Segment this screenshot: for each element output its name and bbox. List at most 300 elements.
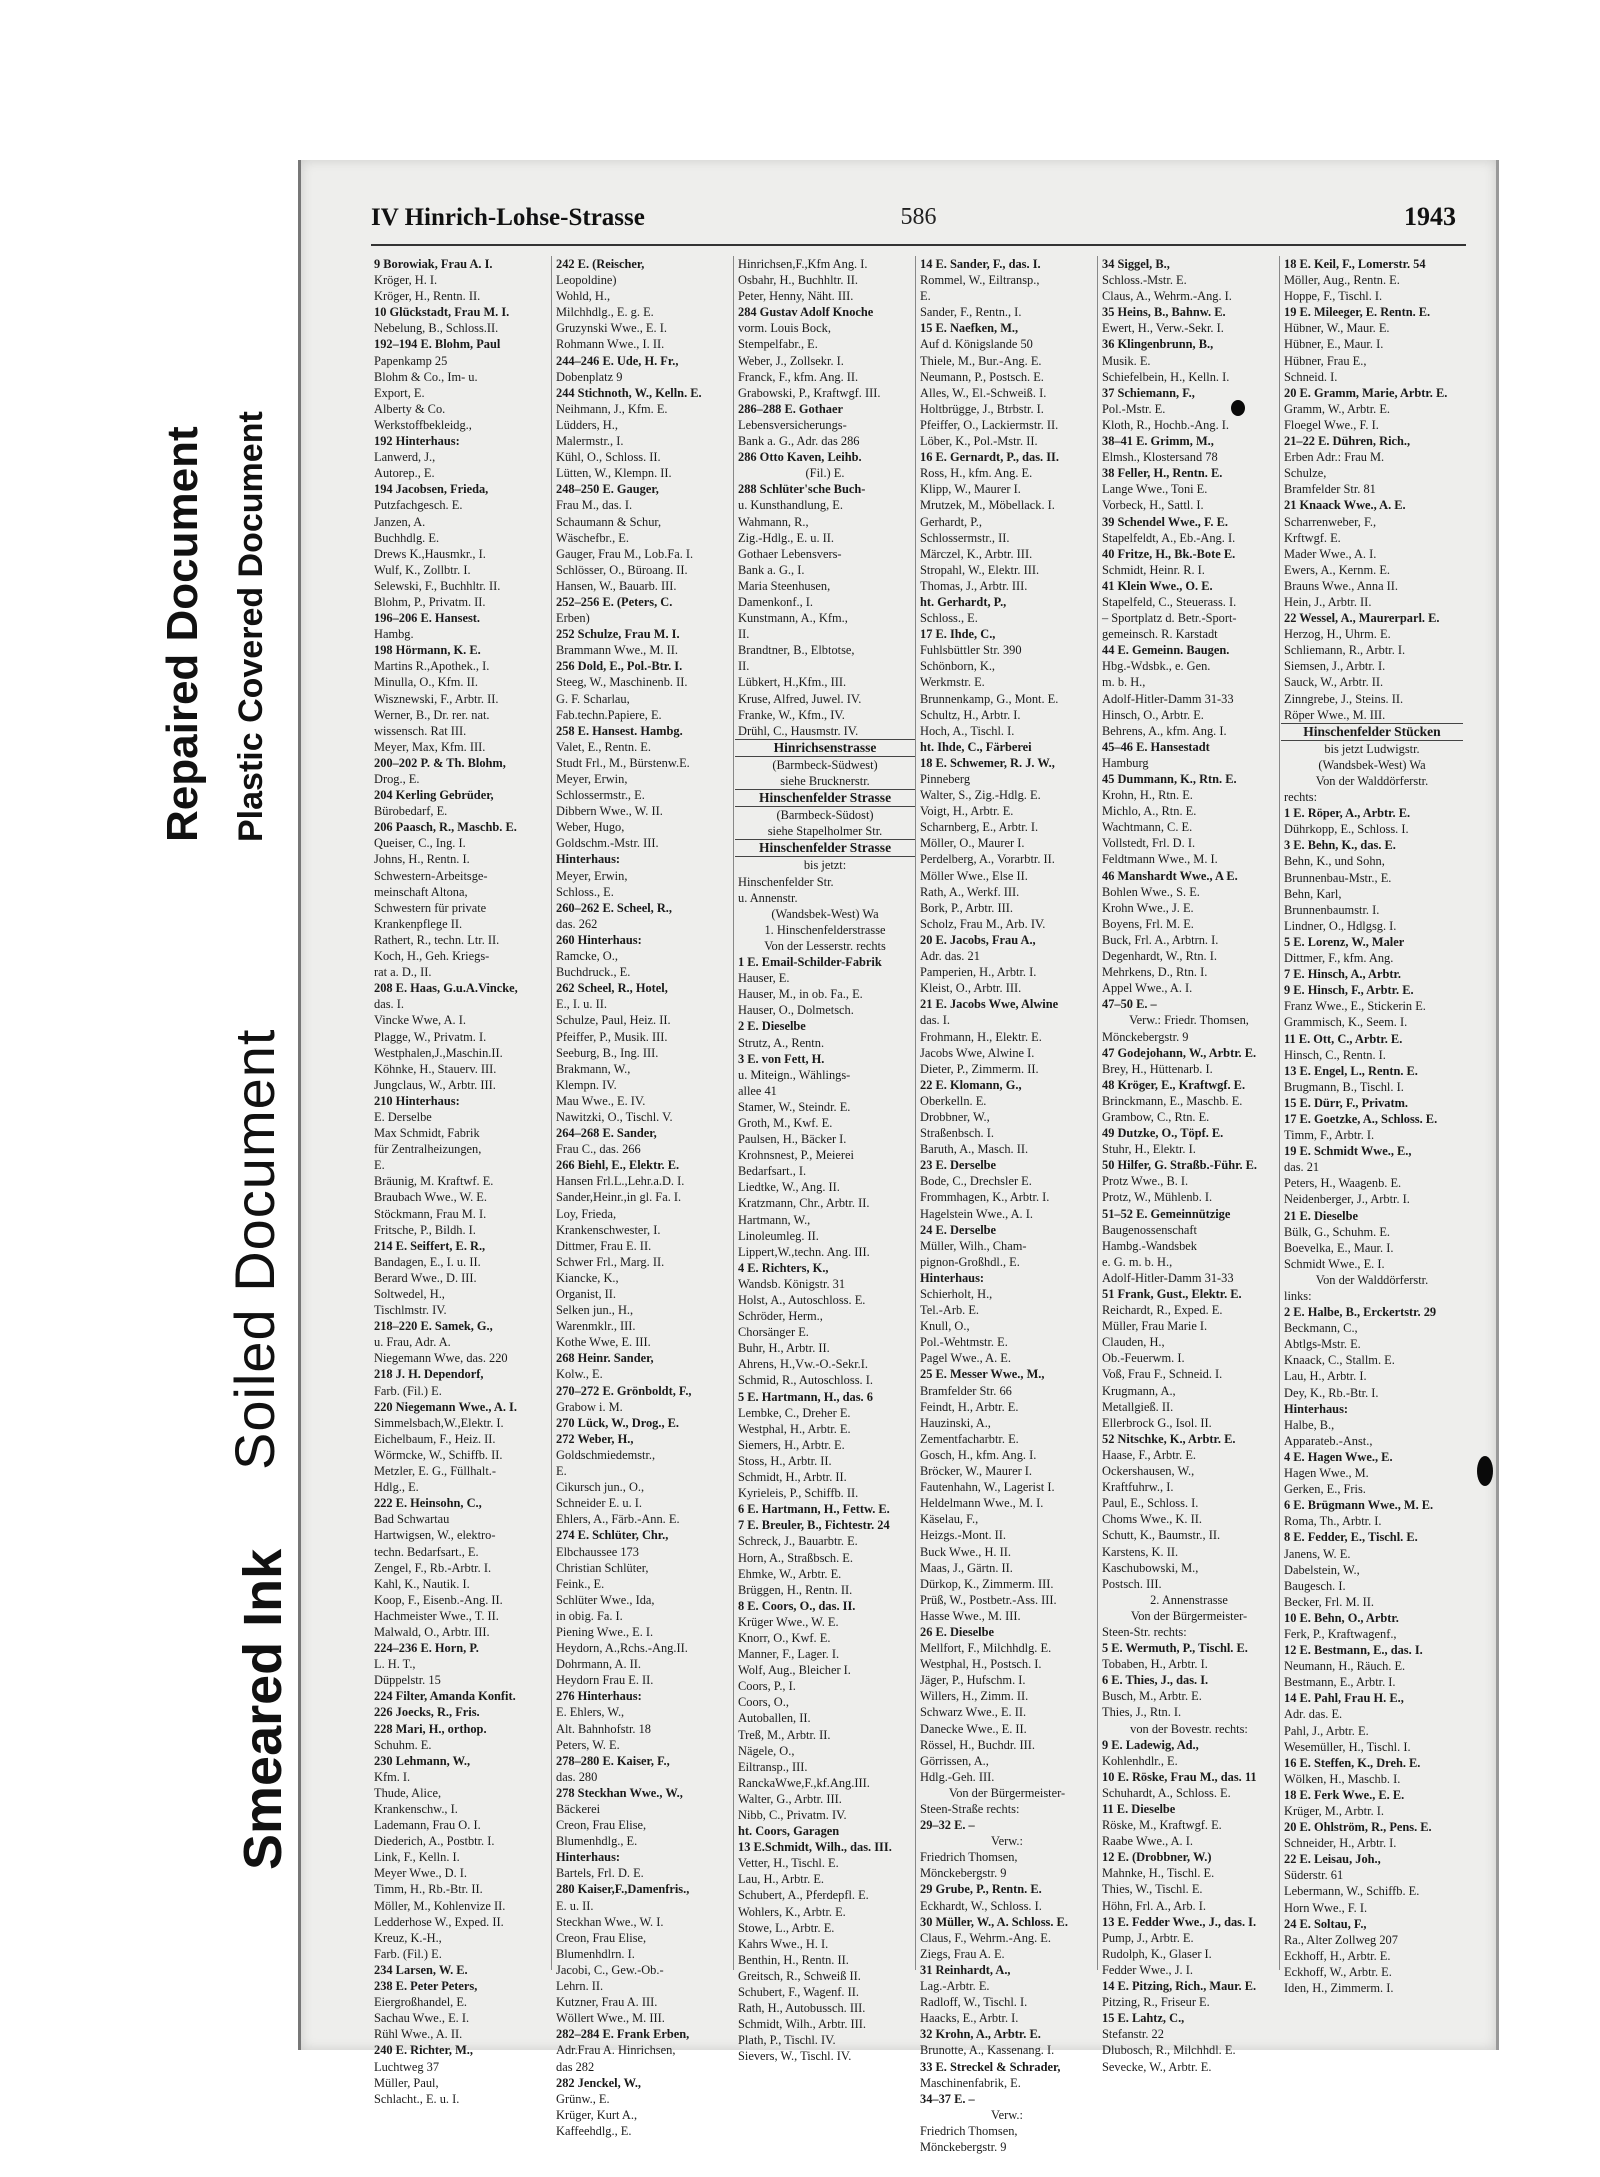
directory-entry-line: 41 Klein Wwe., O. E. bbox=[1102, 578, 1213, 593]
directory-entry-line: Export, E. bbox=[374, 385, 425, 400]
directory-entry-line: Musik. E. bbox=[1102, 353, 1151, 368]
directory-entry-line: Malermstr., I. bbox=[556, 434, 624, 449]
directory-entry-line: 47 Godejohann, W., Arbtr. E. bbox=[1102, 1045, 1257, 1060]
directory-entry-line: Frohmann, H., Elektr. E. bbox=[920, 1029, 1042, 1044]
directory-entry-line: II. bbox=[738, 659, 750, 674]
directory-entry-line: Holst, A., Autoschloss. E. bbox=[738, 1293, 866, 1307]
directory-entry-line: Creon, Frau Elise, bbox=[556, 1930, 647, 1945]
directory-entry-line: Meyer, Erwin, bbox=[556, 772, 628, 786]
directory-entry-line: Kruse, Alfred, Juwel. IV. bbox=[738, 691, 862, 706]
directory-entry-line: Koch, H., Geh. Kriegs- bbox=[374, 949, 490, 964]
directory-entry-line: von der Bovestr. rechts: bbox=[1130, 1721, 1248, 1736]
directory-entry-line: Schloss., E. bbox=[920, 611, 978, 626]
directory-entry-line: Behn, Karl, bbox=[1284, 886, 1342, 901]
directory-entry-line: 278–280 E. Kaiser, F., bbox=[556, 1753, 670, 1768]
directory-entry-line: Löber, K., Pol.-Mstr. II. bbox=[920, 434, 1038, 449]
directory-entry-line: Jacobs Wwe, Alwine I. bbox=[920, 1045, 1035, 1060]
directory-entry-line: Busch, M., Arbtr. E. bbox=[1102, 1689, 1202, 1704]
directory-entry-line: Schröder, Herm., bbox=[738, 1309, 823, 1324]
directory-entry-line: 200–202 P. & Th. Blohm, bbox=[374, 755, 506, 770]
directory-entry-line: Brauns Wwe., Anna II. bbox=[1284, 578, 1399, 593]
directory-entry-line: 37 Schiemann, F., bbox=[1102, 385, 1195, 400]
directory-entry-line: Heydorn Frau E. II. bbox=[556, 1673, 654, 1688]
directory-entry-line: Wohld, H., bbox=[556, 289, 611, 304]
directory-entry-line: Ellerbrock G., Isol. II. bbox=[1102, 1415, 1212, 1430]
directory-entry-line: Hansen Frl.L.,Lehr.a.D. I. bbox=[556, 1174, 685, 1189]
directory-entry-line: Protz Wwe., B. I. bbox=[1102, 1174, 1189, 1189]
directory-entry-line: Bank a. G., I. bbox=[738, 562, 805, 577]
directory-entry-line: Schulze, Paul, Heiz. II. bbox=[556, 1013, 671, 1028]
directory-entry-line: Buchhdlg. E. bbox=[374, 530, 440, 545]
directory-entry-line: Bartels, Frl. D. E. bbox=[556, 1866, 644, 1881]
directory-entry-line: 270–272 E. Grönboldt, F., bbox=[556, 1383, 692, 1398]
directory-entry-line: Auf d. Königslande 50 bbox=[920, 337, 1033, 352]
directory-entry-line: 11 E. Dieselbe bbox=[1102, 1802, 1176, 1816]
directory-entry-line: Warenmklr., III. bbox=[556, 1319, 636, 1334]
directory-entry-line: Hauser, M., in ob. Fa., E. bbox=[738, 987, 863, 1002]
directory-entry-line: Brammann Wwe., M. II. bbox=[556, 643, 678, 658]
directory-entry-line: ht. Coors, Garagen bbox=[738, 1824, 840, 1839]
directory-entry-line: Ra., Alter Zollweg 207 bbox=[1284, 1932, 1398, 1947]
directory-entry-line: Pol.-Mstr. E. bbox=[1102, 401, 1166, 416]
directory-entry-line: Max Schmidt, Fabrik bbox=[374, 1126, 480, 1141]
directory-entry-line: Wachtmann, C. E. bbox=[1102, 820, 1193, 835]
directory-entry-line: Neumann, H., Räuch. E. bbox=[1284, 1659, 1406, 1674]
directory-entry-line: 282–284 E. Frank Erben, bbox=[556, 2027, 690, 2042]
directory-entry-line: Hamburg bbox=[1102, 755, 1149, 770]
directory-entry-line: Schliemann, R., Arbtr. I. bbox=[1284, 643, 1406, 658]
directory-entry-line: Mönckebergstr. 9 bbox=[1102, 1029, 1189, 1044]
directory-entry-line: Maas, J., Gärtn. II. bbox=[920, 1560, 1013, 1575]
directory-entry-line: 260–262 E. Scheel, R., bbox=[556, 900, 672, 915]
directory-entry-line: Hbg.-Wdsbk., e. Gen. bbox=[1102, 659, 1211, 674]
directory-entry-line: Brandtner, B., Elbtotse, bbox=[738, 643, 855, 658]
directory-entry-line: Stöckmann, Frau M. I. bbox=[374, 1206, 487, 1221]
directory-entry-line: Frau M., das. I. bbox=[556, 498, 633, 513]
directory-entry-line: Radloff, W., Tischl. I. bbox=[920, 1995, 1028, 2010]
directory-entry-line: Dittmer, F., kfm. Ang. bbox=[1284, 951, 1394, 966]
directory-entry-line: Ockershausen, W., bbox=[1102, 1464, 1195, 1479]
directory-entry-line: Lebermann, W., Schiffb. E. bbox=[1284, 1884, 1420, 1899]
directory-entry-line: Kahl, K., Nautik. I. bbox=[374, 1576, 470, 1591]
directory-entry-line: Boyens, Frl. M. E. bbox=[1102, 916, 1194, 931]
directory-entry-line: 204 Kerling Gebrüder, bbox=[374, 788, 494, 803]
directory-entry-line: Käselau, F., bbox=[920, 1512, 979, 1527]
directory-entry-line: Elbchaussee 173 bbox=[556, 1544, 639, 1559]
directory-entry-line: Appel Wwe., A. I. bbox=[1102, 981, 1193, 996]
directory-entry-line: Mönckebergstr. 9 bbox=[920, 2139, 1007, 2154]
directory-entry-line: 14 E. Pahl, Frau H. E., bbox=[1284, 1691, 1404, 1706]
directory-entry-line: Von der Bürgermeister- bbox=[1130, 1608, 1248, 1623]
directory-entry-line: 19 E. Mileeger, E. Rentn. E. bbox=[1284, 305, 1431, 320]
directory-entry-line: (Wandsbek-West) Wa bbox=[771, 906, 879, 921]
directory-entry-line: Dey, K., Rb.-Btr. I. bbox=[1284, 1385, 1379, 1400]
directory-entry-line: Krftwgf. E. bbox=[1284, 530, 1341, 545]
directory-entry-line: Goldschmiedemstr., bbox=[556, 1447, 656, 1462]
directory-entry-line: E. Derselbe bbox=[374, 1109, 432, 1124]
directory-entry-line: Halbe, B., bbox=[1284, 1417, 1335, 1432]
directory-entry-line: Kutzner, Frau A. III. bbox=[556, 1995, 658, 2010]
directory-entry-line: Hoch, A., Tischl. I. bbox=[920, 723, 1015, 738]
directory-entry-line: 206 Paasch, R., Maschb. E. bbox=[374, 820, 517, 835]
directory-entry-line: Lademann, Frau O. I. bbox=[374, 1818, 481, 1833]
directory-entry-line: Dabelstein, W., bbox=[1284, 1562, 1360, 1577]
directory-entry-line: Voß, Frau F., Schneid. I. bbox=[1102, 1367, 1223, 1382]
directory-entry-line: Bork, P., Arbtr. III. bbox=[920, 900, 1013, 915]
directory-entry-line: Cikursch jun., O., bbox=[556, 1480, 645, 1495]
directory-entry-line: Feink., E. bbox=[556, 1576, 605, 1591]
directory-entry-line: L. H. T., bbox=[374, 1657, 416, 1672]
directory-entry-line: Kloth, R., Hochb.-Ang. I. bbox=[1102, 417, 1229, 432]
directory-entry-line: Timm, H., Rb.-Btr. II. bbox=[374, 1882, 483, 1897]
directory-entry-line: 9 E. Ladewig, Ad., bbox=[1102, 1737, 1199, 1752]
directory-entry-line: Alt. Bahnhofstr. 18 bbox=[556, 1721, 651, 1736]
directory-entry-line: Westphalen,J.,Maschin.II. bbox=[374, 1045, 503, 1060]
directory-entry-line: Stapelfeldt, A., Eb.-Ang. I. bbox=[1102, 530, 1236, 545]
directory-entry-line: Selewski, F., Buchhltr. II. bbox=[374, 578, 501, 593]
directory-entry-line: 2 E. Dieselbe bbox=[738, 1019, 806, 1034]
directory-entry-line: Bode, C., Drechsler E. bbox=[920, 1174, 1032, 1189]
directory-entry-line: Peters, H., Waagenb. E. bbox=[1284, 1176, 1402, 1191]
directory-entry-line: Hachmeister Wwe., T. II. bbox=[374, 1608, 499, 1623]
directory-entry-line: u. Kunsthandlung, E. bbox=[738, 498, 843, 513]
directory-entry-line: Vetter, H., Tischl. E. bbox=[738, 1856, 839, 1871]
directory-entry-line: E. bbox=[920, 289, 931, 304]
directory-entry-line: Kröger, H., Rentn. II. bbox=[374, 289, 481, 304]
directory-entry-line: Lag.-Arbtr. E. bbox=[920, 1979, 990, 1994]
directory-entry-line: Ewert, H., Verw.-Sekr. I. bbox=[1102, 321, 1224, 336]
directory-entry-line: 222 E. Heinsohn, C., bbox=[374, 1496, 482, 1511]
directory-entry-line: Nawitzki, O., Tischl. V. bbox=[556, 1109, 673, 1124]
directory-entry-line: 16 E. Steffen, K., Dreh. E. bbox=[1284, 1755, 1421, 1770]
directory-entry-line: Michlo, A., Rtn. E. bbox=[1102, 804, 1197, 819]
directory-entry-line: Möller, Aug., Rentn. E. bbox=[1284, 273, 1400, 288]
directory-entry-line: Frau C., das. 266 bbox=[556, 1142, 641, 1157]
directory-entry-line: 14 E. Pitzing, Rich., Maur. E. bbox=[1102, 1979, 1257, 1994]
directory-entry-line: Schreck, J., Bauarbtr. E. bbox=[738, 1534, 858, 1549]
directory-entry-line: Knorr, O., Kwf. E. bbox=[738, 1630, 831, 1645]
directory-entry-line: Coors, O., bbox=[738, 1695, 789, 1710]
directory-entry-line: Krohn, H., Rtn. E. bbox=[1102, 788, 1193, 803]
directory-entry-line: Neumann, P., Postsch. E. bbox=[920, 369, 1044, 384]
directory-entry-line: Pump, J., Arbtr. E. bbox=[1102, 1930, 1194, 1945]
directory-entry-line: 47–50 E. – bbox=[1102, 997, 1157, 1012]
directory-entry-line: Wulf, K., Zollbtr. I. bbox=[374, 562, 471, 577]
directory-entry-line: Dibbern Wwe., W. II. bbox=[556, 804, 663, 819]
directory-entry-line: Schönborn, K., bbox=[920, 659, 996, 674]
directory-entry-line: Hinterhaus: bbox=[556, 852, 621, 867]
directory-entry-line: Hinsch, O., Arbtr. E. bbox=[1102, 707, 1204, 722]
directory-entry-line: Schmidt Wwe., E. I. bbox=[1284, 1256, 1385, 1271]
directory-entry-line: Ewers, A., Kernm. E. bbox=[1284, 562, 1390, 577]
directory-entry-line: Schneider, H., Arbtr. I. bbox=[1284, 1836, 1397, 1851]
directory-entry-line: 5 E. Lorenz, W., Maler bbox=[1284, 934, 1405, 949]
directory-entry-line: Fritsche, P., Bildh. I. bbox=[374, 1222, 476, 1237]
directory-entry-line: Mehrkens, D., Rtn. I. bbox=[1102, 965, 1208, 980]
directory-entry-line: Floegel Wwe., F. I. bbox=[1284, 417, 1379, 432]
directory-entry-line: Farb. (Fil.) E. bbox=[374, 1383, 442, 1398]
directory-entry-line: Tischlmstr. IV. bbox=[374, 1303, 447, 1318]
directory-entry-line: wissensch. Rat III. bbox=[374, 723, 467, 738]
directory-entry-line: Drobbner, W., bbox=[920, 1109, 990, 1124]
directory-entry-line: 12 E. (Drobbner, W.) bbox=[1102, 1850, 1212, 1865]
directory-entry-line: Röper Wwe., M. III. bbox=[1284, 707, 1386, 722]
directory-entry-line: 6 E. Hartmann, H., Fettw. E. bbox=[738, 1502, 890, 1517]
directory-entry-line: Hinterhaus: bbox=[920, 1270, 985, 1285]
directory-entry-line: Kfm. I. bbox=[374, 1769, 411, 1784]
directory-entry-line: Hinschenfelder Str. bbox=[738, 874, 834, 889]
directory-entry-line: 256 Dold, E., Pol.-Btr. I. bbox=[556, 659, 683, 674]
directory-entry-line: Bäckerei bbox=[556, 1802, 601, 1816]
directory-entry-line: Protz, W., Mühlenb. I. bbox=[1102, 1190, 1213, 1205]
directory-entry-line: Braubach Wwe., W. E. bbox=[374, 1190, 487, 1205]
directory-entry-line: Kyrieleis, P., Schiffb. II. bbox=[738, 1486, 859, 1501]
directory-entry-line: Schwarz Wwe., E. II. bbox=[920, 1705, 1027, 1720]
directory-entry-line: 17 E. Goetzke, A., Schloss. E. bbox=[1284, 1111, 1438, 1126]
directory-entry-line: 1 E. Email-Schilder-Fabrik bbox=[738, 955, 882, 970]
directory-entry-line: 52 Nitschke, K., Arbtr. E. bbox=[1102, 1431, 1236, 1446]
directory-entry-line: 280 Kaiser,F.,Damenfris., bbox=[556, 1882, 690, 1897]
directory-entry-line: 268 Heinr. Sander, bbox=[556, 1351, 654, 1366]
directory-entry-line: Gauger, Frau M., Lob.Fa. I. bbox=[556, 546, 694, 561]
directory-entry-line: Meyer Wwe., D. I. bbox=[374, 1866, 468, 1881]
directory-entry-line: Ehlers, A., Färb.-Ann. E. bbox=[556, 1512, 680, 1527]
directory-entry-line: 1 E. Röper, A., Arbtr. E. bbox=[1284, 806, 1411, 821]
directory-entry-line: Hartmann, W., bbox=[738, 1212, 811, 1227]
directory-entry-line: Klipp, W., Maurer I. bbox=[920, 482, 1021, 497]
directory-entry-line: Wolf, Aug., Bleicher I. bbox=[738, 1663, 851, 1678]
directory-entry-line: Schuhm. E. bbox=[374, 1737, 432, 1752]
directory-entry-line: 22 E. Leisau, Joh., bbox=[1284, 1852, 1381, 1867]
directory-entry-line: Werner, B., Dr. rer. nat. bbox=[374, 707, 490, 722]
directory-entry-line: Adr. das. E. bbox=[1284, 1707, 1343, 1722]
directory-entry-line: RanckaWwe,F.,kf.Ang.III. bbox=[738, 1775, 870, 1790]
directory-entry-line: Strutz, A., Rentn. bbox=[738, 1035, 825, 1050]
directory-entry-line: Krugmann, A., bbox=[1102, 1383, 1176, 1398]
ink-smudge bbox=[1231, 400, 1245, 416]
directory-entry-line: Ehmke, W., Arbtr. E. bbox=[738, 1566, 842, 1581]
directory-entry-line: Buck, Frl. A., Arbtrn. I. bbox=[1102, 932, 1219, 947]
directory-entry-line: Hein, J., Arbtr. II. bbox=[1284, 594, 1372, 609]
directory-entry-line: E. Ehlers, W., bbox=[556, 1705, 625, 1720]
directory-entry-line: Alberty & Co. bbox=[374, 401, 446, 416]
directory-entry-line: Grabowski, P., Kraftwgf. III. bbox=[738, 385, 881, 400]
directory-entry-line: Peters, W. E. bbox=[556, 1737, 620, 1752]
directory-entry-line: Hauser, E. bbox=[738, 971, 790, 986]
directory-entry-line: Lau, H., Arbtr. I. bbox=[1284, 1369, 1367, 1384]
directory-entry-line: 208 E. Haas, G.u.A.Vincke, bbox=[374, 981, 518, 996]
directory-entry-line: 25 E. Messer Wwe., M., bbox=[920, 1367, 1045, 1382]
directory-entry-line: Jäger, P., Hufschm. I. bbox=[920, 1673, 1026, 1688]
directory-entry-line: Danecke Wwe., E. II. bbox=[920, 1721, 1027, 1736]
directory-entry-line: 10 E. Behn, O., Arbtr. bbox=[1284, 1610, 1399, 1625]
directory-entry-line: Apparateb.-Anst., bbox=[1284, 1433, 1373, 1448]
directory-entry-line: 238 E. Peter Peters, bbox=[374, 1979, 478, 1994]
directory-entry-line: Friedrich Thomsen, bbox=[920, 2123, 1018, 2138]
directory-entry-line: Tobaben, H., Arbtr. I. bbox=[1102, 1657, 1208, 1672]
directory-entry-line: Krohnsnest, P., Meierei bbox=[738, 1148, 854, 1163]
directory-entry-line: Degenhardt, W., Rtn. I. bbox=[1102, 949, 1217, 964]
directory-entry-line: Feindt, H., Arbtr. E. bbox=[920, 1399, 1019, 1414]
directory-entry-line: Goldschm.-Mstr. III. bbox=[556, 836, 659, 851]
directory-entry-line: 32 Krohn, A., Arbtr. E. bbox=[920, 2027, 1041, 2042]
directory-entry-line: Brinckmann, E., Maschb. E. bbox=[1102, 1093, 1243, 1108]
directory-entry-line: Stuhr, H., Elektr. I. bbox=[1102, 1142, 1196, 1157]
column-4 bbox=[917, 256, 1098, 2154]
directory-entry-line: Peter, Henny, Näht. III. bbox=[738, 289, 854, 304]
directory-entry-line: Hoppe, F., Tischl. I. bbox=[1284, 289, 1383, 304]
directory-entry-line: Bestmann, E., Arbtr. I. bbox=[1284, 1675, 1396, 1690]
directory-entry-line: Schlösser, O., Büroang. II. bbox=[556, 562, 688, 577]
directory-entry-line: Lüdders, H., bbox=[556, 417, 618, 432]
directory-entry-line: Osbahr, H., Buchhltr. II. bbox=[738, 273, 858, 288]
street-heading: Hinrichsenstrasse bbox=[735, 739, 915, 757]
directory-entry-line: Eichelbaum, F., Heiz. II. bbox=[374, 1431, 496, 1446]
directory-entry-line: 51 Frank, Gust., Elektr. E. bbox=[1102, 1287, 1242, 1301]
directory-entry-line: Rath, A., Werkf. III. bbox=[920, 884, 1020, 899]
directory-entry-line: Soltwedel, H., bbox=[374, 1287, 445, 1301]
directory-entry-line: Siemers, H., Arbtr. E. bbox=[738, 1437, 845, 1452]
directory-entry-line: 48 Kröger, E., Kraftwgf. E. bbox=[1102, 1077, 1246, 1092]
directory-entry-line: Lippert,W.,techn. Ang. III. bbox=[738, 1244, 870, 1259]
directory-entry-line: 3 E. von Fett, H. bbox=[738, 1051, 825, 1066]
directory-entry-line: 6 E. Brügmann Wwe., M. E. bbox=[1284, 1498, 1434, 1513]
directory-entry-line: Brunnenbaumstr. I. bbox=[1284, 902, 1380, 917]
directory-entry-line: Franz Wwe., E., Stickerin E. bbox=[1284, 999, 1426, 1014]
directory-entry-line: Scharnberg, E., Arbtr. I. bbox=[920, 820, 1039, 835]
directory-entry-line: Thiele, M., Bur.-Ang. E. bbox=[920, 353, 1042, 368]
directory-entry-line: 258 E. Hansest. Hambg. bbox=[556, 723, 683, 738]
directory-entry-line: 13 E. Fedder Wwe., J., das. I. bbox=[1102, 1914, 1257, 1929]
directory-entry-line: 20 E. Jacobs, Frau A., bbox=[920, 932, 1036, 947]
directory-entry-line: 11 E. Ott, C., Arbtr. E. bbox=[1284, 1031, 1403, 1046]
directory-entry-line: Horn, A., Straßbsch. E. bbox=[738, 1550, 853, 1565]
directory-entry-line: ht. Gerhardt, P., bbox=[920, 594, 1007, 609]
directory-entry-line: 248–250 E. Gauger, bbox=[556, 482, 659, 497]
directory-entry-line: 44 E. Gemeinn. Baugen. bbox=[1102, 643, 1230, 658]
directory-entry-line: 264–268 E. Sander, bbox=[556, 1126, 657, 1141]
directory-entry-line: Sevecke, W., Arbtr. E. bbox=[1102, 2059, 1212, 2074]
directory-entry-line: Greitsch, R., Schweiß II. bbox=[738, 1968, 861, 1983]
directory-entry-line: Pamperien, H., Arbtr. I. bbox=[920, 965, 1037, 980]
directory-entry-line: 13 E. Engel, L., Rentn. E. bbox=[1284, 1063, 1418, 1078]
directory-entry-line: techn. Bedarfsart., E. bbox=[374, 1544, 479, 1559]
directory-entry-line: Schlossermstr., E. bbox=[556, 788, 645, 803]
directory-entry-line: Benthin, H., Rentn. II. bbox=[738, 1952, 849, 1967]
directory-entry-line: 21 E. Dieselbe bbox=[1284, 1208, 1358, 1223]
directory-entry-line: Pitzing, R., Friseur E. bbox=[1102, 1995, 1210, 2010]
directory-entry-line: 4 E. Hagen Wwe., E. bbox=[1284, 1449, 1393, 1464]
directory-entry-line: 5 E. Hartmann, H., das. 6 bbox=[738, 1389, 873, 1404]
directory-entry-line: Kaffeehdlg., E. bbox=[556, 2123, 632, 2138]
directory-entry-line: vorm. Louis Bock, bbox=[738, 321, 831, 336]
directory-page bbox=[298, 160, 1499, 2154]
directory-entry-line: Kreuz, K.-H., bbox=[374, 1930, 442, 1945]
directory-entry-line: Raabe Wwe., A. I. bbox=[1102, 1834, 1193, 1849]
directory-entry-line: 192–194 E. Blohm, Paul bbox=[374, 337, 501, 352]
directory-entry-line: Minulla, O., Kfm. II. bbox=[374, 675, 478, 690]
directory-entry-line: E. bbox=[374, 1158, 385, 1173]
directory-entry-line: 51–52 E. Gemeinnützige bbox=[1102, 1206, 1231, 1221]
directory-entry-line: Fuhlsbüttler Str. 390 bbox=[920, 643, 1022, 658]
directory-entry-line: 240 E. Richter, M., bbox=[374, 2043, 473, 2058]
directory-entry-line: Nägele, O., bbox=[738, 1743, 795, 1758]
directory-entry-line: Krohn Wwe., J. E. bbox=[1102, 900, 1194, 915]
directory-entry-line: Hdlg.-Geh. III. bbox=[920, 1769, 995, 1784]
directory-entry-line: (Wandsbek-West) Wa bbox=[1318, 757, 1426, 772]
directory-entry-line: Frommhagen, K., Arbtr. I. bbox=[920, 1190, 1050, 1205]
directory-entry-line: Bad Schwartau bbox=[374, 1512, 450, 1527]
directory-entry-line: Fautenhahn, W., Lagerist I. bbox=[920, 1480, 1055, 1495]
directory-entry-line: Hinterhaus: bbox=[556, 1850, 621, 1865]
directory-entry-line: Stapelfeld, C., Steuerass. I. bbox=[1102, 594, 1237, 609]
column-2 bbox=[553, 256, 734, 2138]
directory-entry-line: Schmidt, Heinr. R. I. bbox=[1102, 562, 1205, 577]
directory-entry-line: Putzfachgesch. E. bbox=[374, 498, 463, 513]
label-soiled-document: Soiled Document bbox=[223, 1028, 286, 1470]
directory-entry-line: Abtlgs-Mstr. E. bbox=[1284, 1337, 1361, 1352]
directory-entry-line: Autoballen, II. bbox=[738, 1711, 811, 1726]
directory-entry-line: Piening Wwe., E. I. bbox=[556, 1624, 654, 1639]
directory-entry-line: Rommel, W., Eiltransp., bbox=[920, 273, 1040, 288]
directory-entry-line: 40 Fritze, H., Bk.-Bote E. bbox=[1102, 546, 1236, 561]
directory-entry-line: Hübner, Frau E., bbox=[1284, 353, 1367, 368]
directory-entry-line: das. I. bbox=[920, 1013, 950, 1028]
directory-entry-line: Pagel Wwe., A. E. bbox=[920, 1351, 1011, 1366]
label-plastic-covered-document: Plastic Covered Document bbox=[232, 411, 270, 842]
directory-entry-line: 218 J. H. Dependorf, bbox=[374, 1367, 484, 1382]
directory-entry-line: Sander,Heinr.,in gl. Fa. I. bbox=[556, 1190, 682, 1205]
directory-entry-line: 278 Steckhan Wwe., W., bbox=[556, 1785, 683, 1800]
directory-entry-line: Wesemüller, H., Tischl. I. bbox=[1284, 1739, 1411, 1754]
directory-entry-line: Blohm & Co., Im- u. bbox=[374, 369, 478, 384]
directory-entry-line: Verw.: bbox=[991, 1834, 1023, 1849]
directory-entry-line: 218–220 E. Samek, G., bbox=[374, 1319, 493, 1334]
column-5 bbox=[1099, 256, 1280, 2074]
directory-entry-line: Metzler, E. G., Füllhalt.- bbox=[374, 1464, 497, 1479]
directory-entry-line: 15 E. Naefken, M., bbox=[920, 321, 1019, 336]
directory-entry-line: Plath, P., Tischl. IV. bbox=[738, 2033, 836, 2048]
directory-entry-line: Knaack, C., Stallm. E. bbox=[1284, 1353, 1395, 1368]
directory-entry-line: 276 Hinterhaus: bbox=[556, 1689, 642, 1704]
directory-entry-line: 244 Stichnoth, W., Kelln. E. bbox=[556, 385, 702, 400]
directory-entry-line: Lebensversicherungs- bbox=[738, 417, 847, 432]
directory-entry-line: Mönckebergstr. 9 bbox=[920, 1866, 1007, 1881]
directory-entry-line: Weber, J., Zollsekr. I. bbox=[738, 353, 844, 368]
directory-entry-line: e. G. m. b. H., bbox=[1102, 1254, 1173, 1269]
directory-entry-line: Baugenossenschaft bbox=[1102, 1222, 1197, 1237]
directory-entry-line: Wölken, H., Maschb. I. bbox=[1284, 1771, 1401, 1786]
directory-entry-line: Ledderhose W., Exped. II. bbox=[374, 1914, 504, 1929]
directory-entry-line: 198 Hörmann, K. E. bbox=[374, 643, 481, 658]
directory-entry-line: Hinterhaus: bbox=[1284, 1401, 1349, 1416]
directory-entry-line: Thude, Alice, bbox=[374, 1785, 442, 1800]
directory-entry-line: Lau, H., Arbtr. E. bbox=[738, 1872, 825, 1887]
directory-entry-line: Mellfort, F., Milchhdlg. E. bbox=[920, 1641, 1052, 1656]
directory-entry-line: Kothe Wwe, E. III. bbox=[556, 1335, 651, 1350]
directory-entry-line: Dührkopp, E., Schloss. I. bbox=[1284, 822, 1409, 837]
directory-entry-line: Thies, W., Tischl. E. bbox=[1102, 1882, 1203, 1897]
directory-entry-line: 50 Hilfer, G. Straßb.-Führ. E. bbox=[1102, 1158, 1258, 1173]
directory-entry-line: Choms Wwe., K. II. bbox=[1102, 1512, 1202, 1527]
directory-entry-line: Brey, H., Hüttenarb. I. bbox=[1102, 1061, 1213, 1076]
directory-entry-line: 18 E. Keil, F., Lomerstr. 54 bbox=[1284, 257, 1426, 271]
directory-entry-line: 196–206 E. Hansest. bbox=[374, 611, 481, 626]
directory-entry-line: Steeg, W., Maschinenb. II. bbox=[556, 675, 688, 690]
directory-entry-line: Stropahl, W., Elektr. III. bbox=[920, 562, 1040, 577]
directory-entry-line: 29 Grube, P., Rentn. E. bbox=[920, 1882, 1042, 1897]
directory-entry-line: Schmid, R., Autoschloss. I. bbox=[738, 1373, 873, 1388]
